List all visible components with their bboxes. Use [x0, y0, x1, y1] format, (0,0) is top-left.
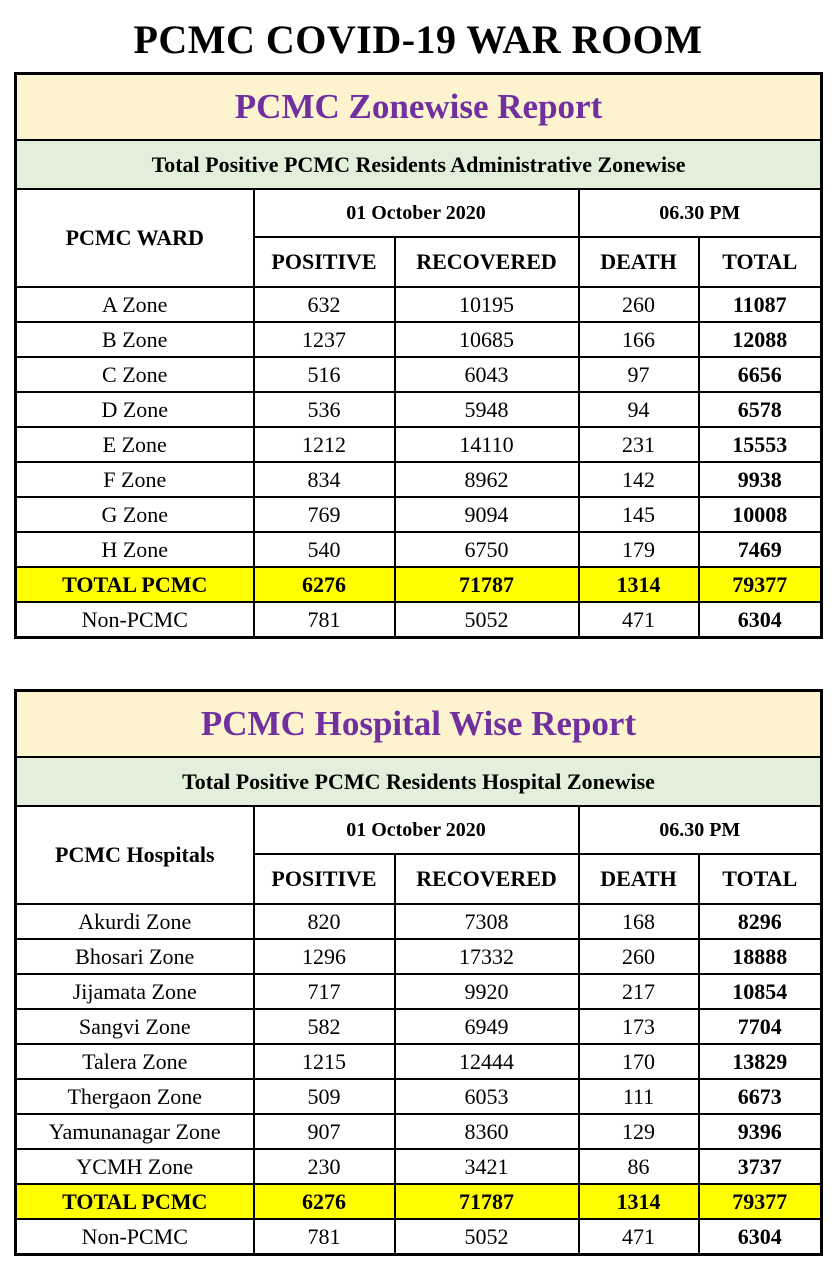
cell-positive: 907 — [254, 1114, 395, 1149]
table-row — [16, 287, 822, 322]
cell-total: 6656 — [699, 357, 822, 392]
report-date: 01 October 2020 — [254, 189, 579, 237]
table-row — [16, 939, 822, 974]
cell-positive: 6276 — [254, 567, 395, 602]
cell-positive: 781 — [254, 1219, 395, 1255]
cell-total: 7469 — [699, 532, 822, 567]
cell-positive: 820 — [254, 904, 395, 939]
cell-total: 79377 — [699, 1184, 822, 1219]
cell-name: Yamunanagar Zone — [16, 1114, 254, 1149]
column-header-positive: POSITIVE — [254, 854, 395, 904]
table-row — [16, 1079, 822, 1114]
cell-recovered: 9920 — [395, 974, 579, 1009]
cell-positive: 540 — [254, 532, 395, 567]
cell-total: 6578 — [699, 392, 822, 427]
cell-total: 6304 — [699, 602, 822, 638]
cell-death: 179 — [579, 532, 699, 567]
cell-death: 142 — [579, 462, 699, 497]
cell-death: 260 — [579, 939, 699, 974]
cell-death: 217 — [579, 974, 699, 1009]
cell-total: 15553 — [699, 427, 822, 462]
cell-recovered: 71787 — [395, 1184, 579, 1219]
cell-name: Sangvi Zone — [16, 1009, 254, 1044]
cell-death: 129 — [579, 1114, 699, 1149]
cell-death: 1314 — [579, 1184, 699, 1219]
cell-total: 10854 — [699, 974, 822, 1009]
cell-death: 97 — [579, 357, 699, 392]
cell-death: 94 — [579, 392, 699, 427]
cell-name: D Zone — [16, 392, 254, 427]
cell-death: 86 — [579, 1149, 699, 1184]
cell-positive: 834 — [254, 462, 395, 497]
cell-total: 9396 — [699, 1114, 822, 1149]
cell-positive: 781 — [254, 602, 395, 638]
cell-name: C Zone — [16, 357, 254, 392]
cell-death: 231 — [579, 427, 699, 462]
report-time: 06.30 PM — [579, 806, 822, 854]
zonewise-report-table — [14, 72, 823, 639]
cell-recovered: 6949 — [395, 1009, 579, 1044]
table-row — [16, 1009, 822, 1044]
cell-recovered: 8360 — [395, 1114, 579, 1149]
cell-recovered: 8962 — [395, 462, 579, 497]
column-header-recovered: RECOVERED — [395, 854, 579, 904]
report-subtitle: Total Positive PCMC Residents Hospital Zonewise — [16, 757, 822, 806]
column-header-total: TOTAL — [699, 237, 822, 287]
table-row — [16, 1044, 822, 1079]
cell-positive: 230 — [254, 1149, 395, 1184]
cell-recovered: 5948 — [395, 392, 579, 427]
total-row — [16, 1184, 822, 1219]
report-subtitle: Total Positive PCMC Residents Administrative Zonewise — [16, 140, 822, 189]
table-row — [16, 392, 822, 427]
non-pcmc-row — [16, 602, 822, 638]
cell-name: Non-PCMC — [16, 1219, 254, 1255]
cell-name: Bhosari Zone — [16, 939, 254, 974]
table-row — [16, 322, 822, 357]
cell-total: 11087 — [699, 287, 822, 322]
cell-recovered: 10685 — [395, 322, 579, 357]
cell-name: TOTAL PCMC — [16, 1184, 254, 1219]
cell-recovered: 6043 — [395, 357, 579, 392]
column-header-death: DEATH — [579, 854, 699, 904]
table-row — [16, 357, 822, 392]
cell-recovered: 5052 — [395, 1219, 579, 1255]
cell-name: Akurdi Zone — [16, 904, 254, 939]
cell-total: 8296 — [699, 904, 822, 939]
cell-positive: 536 — [254, 392, 395, 427]
cell-total: 6673 — [699, 1079, 822, 1114]
cell-name: E Zone — [16, 427, 254, 462]
row-header: PCMC Hospitals — [16, 806, 254, 904]
cell-death: 173 — [579, 1009, 699, 1044]
cell-total: 7704 — [699, 1009, 822, 1044]
cell-total: 3737 — [699, 1149, 822, 1184]
cell-total: 18888 — [699, 939, 822, 974]
table-row — [16, 427, 822, 462]
table-row — [16, 904, 822, 939]
hospitalwise-report-table — [14, 689, 823, 1256]
total-row — [16, 567, 822, 602]
cell-death: 170 — [579, 1044, 699, 1079]
cell-positive: 1212 — [254, 427, 395, 462]
cell-name: Thergaon Zone — [16, 1079, 254, 1114]
cell-name: YCMH Zone — [16, 1149, 254, 1184]
table-row — [16, 974, 822, 1009]
column-header-total: TOTAL — [699, 854, 822, 904]
cell-total: 79377 — [699, 567, 822, 602]
cell-positive: 1296 — [254, 939, 395, 974]
cell-recovered: 12444 — [395, 1044, 579, 1079]
page-title: PCMC COVID-19 WAR ROOM — [133, 17, 703, 62]
row-header: PCMC WARD — [16, 189, 254, 287]
cell-death: 471 — [579, 1219, 699, 1255]
cell-name: Talera Zone — [16, 1044, 254, 1079]
column-header-death: DEATH — [579, 237, 699, 287]
cell-positive: 509 — [254, 1079, 395, 1114]
zonewise-rows — [16, 287, 822, 638]
cell-death: 111 — [579, 1079, 699, 1114]
report-title: PCMC Hospital Wise Report — [16, 691, 822, 758]
cell-total: 12088 — [699, 322, 822, 357]
column-header-positive: POSITIVE — [254, 237, 395, 287]
table-row — [16, 497, 822, 532]
non-pcmc-row — [16, 1219, 822, 1255]
cell-name: Non-PCMC — [16, 602, 254, 638]
cell-name: G Zone — [16, 497, 254, 532]
cell-positive: 769 — [254, 497, 395, 532]
cell-name: Jijamata Zone — [16, 974, 254, 1009]
table-row — [16, 532, 822, 567]
report-time: 06.30 PM — [579, 189, 822, 237]
cell-death: 168 — [579, 904, 699, 939]
cell-recovered: 71787 — [395, 567, 579, 602]
hospitalwise-rows — [16, 904, 822, 1255]
cell-recovered: 6750 — [395, 532, 579, 567]
report-date: 01 October 2020 — [254, 806, 579, 854]
cell-positive: 582 — [254, 1009, 395, 1044]
cell-positive: 1215 — [254, 1044, 395, 1079]
cell-positive: 1237 — [254, 322, 395, 357]
cell-recovered: 7308 — [395, 904, 579, 939]
cell-name: A Zone — [16, 287, 254, 322]
cell-recovered: 5052 — [395, 602, 579, 638]
table-row — [16, 1114, 822, 1149]
cell-total: 9938 — [699, 462, 822, 497]
cell-recovered: 10195 — [395, 287, 579, 322]
cell-name: H Zone — [16, 532, 254, 567]
cell-positive: 516 — [254, 357, 395, 392]
cell-positive: 6276 — [254, 1184, 395, 1219]
cell-recovered: 14110 — [395, 427, 579, 462]
cell-positive: 632 — [254, 287, 395, 322]
cell-name: B Zone — [16, 322, 254, 357]
cell-death: 471 — [579, 602, 699, 638]
cell-death: 145 — [579, 497, 699, 532]
report-title: PCMC Zonewise Report — [16, 74, 822, 141]
cell-name: TOTAL PCMC — [16, 567, 254, 602]
table-row — [16, 1149, 822, 1184]
cell-recovered: 17332 — [395, 939, 579, 974]
cell-total: 10008 — [699, 497, 822, 532]
cell-recovered: 9094 — [395, 497, 579, 532]
table-row — [16, 462, 822, 497]
cell-recovered: 6053 — [395, 1079, 579, 1114]
cell-positive: 717 — [254, 974, 395, 1009]
column-header-recovered: RECOVERED — [395, 237, 579, 287]
cell-total: 6304 — [699, 1219, 822, 1255]
cell-recovered: 3421 — [395, 1149, 579, 1184]
cell-total: 13829 — [699, 1044, 822, 1079]
cell-name: F Zone — [16, 462, 254, 497]
cell-death: 1314 — [579, 567, 699, 602]
cell-death: 166 — [579, 322, 699, 357]
cell-death: 260 — [579, 287, 699, 322]
